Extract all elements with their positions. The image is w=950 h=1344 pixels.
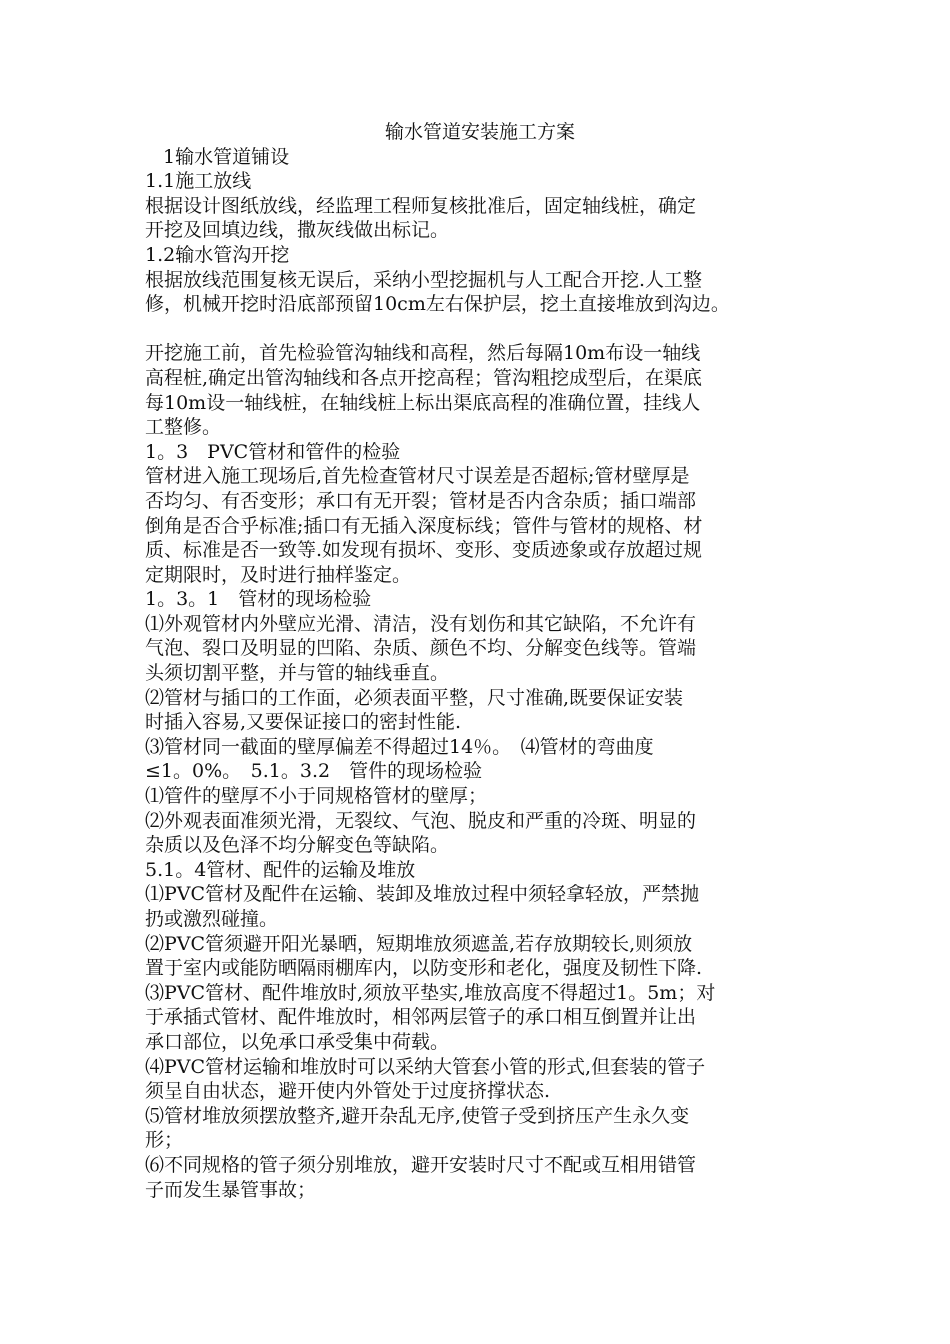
- text-line: 根据设计图纸放线，经监理工程师复核批准后，固定轴线桩，确定: [145, 194, 697, 217]
- subsection-heading-1-3-1: 1。3。1 管材的现场检验: [145, 588, 372, 611]
- text-line: 工整修。: [145, 416, 222, 439]
- document-page: [145, 120, 825, 1202]
- text-line: 形；: [145, 1129, 184, 1152]
- blank-line: [145, 317, 825, 342]
- text-line: 于承插式管材、配件堆放时，相邻两层管子的承口相互倒置并让出: [145, 1006, 697, 1029]
- text-line: 须呈自由状态，避开使内外管处于过度挤撑状态.: [145, 1080, 551, 1103]
- text-line: ⑵PVC管须避开阳光暴晒，短期堆放须遮盖,若存放期较长,则须放: [145, 932, 693, 955]
- text-line: 否均匀、有否变形；承口有无开裂；管材是否内含杂质；插口端部: [145, 489, 697, 512]
- text-line: ⑶管材同一截面的壁厚偏差不得超过14％。 ⑷管材的弯曲度: [145, 735, 654, 758]
- subsection-heading-1-3: 1。3 PVC管材和管件的检验: [145, 440, 401, 463]
- text-line: 杂质以及色泽不均分解变色等缺陷。: [145, 834, 450, 857]
- text-line: ⑴外观管材内外壁应光滑、清洁，没有划伤和其它缺陷，不允许有: [145, 612, 697, 635]
- text-line: ⑴管件的壁厚不小于同规格管材的壁厚；: [145, 785, 488, 808]
- text-line: ⑶PVC管材、配件堆放时,须放平垫实,堆放高度不得超过1。5m；对: [145, 981, 716, 1004]
- text-line: 子而发生暴管事故；: [145, 1178, 317, 1201]
- subsection-heading-5-1-4: 5.1。4管材、配件的运输及堆放: [145, 858, 416, 881]
- text-line: 根据放线范围复核无误后，采纳小型挖掘机与人工配合开挖.人工整: [145, 268, 703, 291]
- text-line: ⑹不同规格的管子须分别堆放，避开安装时尺寸不配或互相用错管: [145, 1153, 697, 1176]
- text-line: 质、标准是否一致等.如发现有损坏、变形、变质迹象或存放超过规: [145, 539, 703, 562]
- subsection-heading-1-1: 1.1施工放线: [145, 170, 252, 193]
- text-line: ⑵管材与插口的工作面，必须表面平整，尺寸准确,既要保证安装: [145, 686, 684, 709]
- text-line: ≤1。0%。 5.1。3.2 管件的现场检验: [145, 760, 483, 783]
- section-heading-1: 1输水管道铺设: [163, 145, 290, 168]
- text-line: 头须切割平整，并与管的轴线垂直。: [145, 662, 450, 685]
- text-line: ⑸管材堆放须摆放整齐,避开杂乱无序,使管子受到挤压产生永久变: [145, 1104, 690, 1127]
- text-line: 置于室内或能防晒隔雨棚库内，以防变形和老化，强度及韧性下降.: [145, 957, 703, 980]
- text-line: 开挖及回填边线，撒灰线做出标记。: [145, 219, 450, 242]
- text-line: 时插入容易,又要保证接口的密封性能.: [145, 711, 462, 734]
- document-title: 输水管道安装施工方案: [384, 121, 575, 143]
- text-line: 定期限时，及时进行抽样鉴定。: [145, 563, 412, 586]
- text-line: 扔或激烈碰撞。: [145, 908, 279, 930]
- text-line: ⑵外观表面准须光滑，无裂纹、气泡、脱皮和严重的冷斑、明显的: [145, 809, 697, 832]
- subsection-heading-1-2: 1.2输水管沟开挖: [145, 243, 290, 266]
- text-line: ⑷PVC管材运输和堆放时可以采纳大管套小管的形式,但套装的管子: [145, 1055, 706, 1078]
- text-line: 气泡、裂口及明显的凹陷、杂质、颜色不均、分解变色线等。管端: [145, 637, 697, 660]
- text-line: ⑴PVC管材及配件在运输、装卸及堆放过程中须轻拿轻放，严禁抛: [145, 883, 700, 906]
- text-line: 管材进入施工现场后,首先检查管材尺寸误差是否超标;管材壁厚是: [145, 465, 690, 488]
- text-line: 倒角是否合乎标准;插口有无插入深度标线；管件与管材的规格、材: [145, 514, 703, 537]
- text-line: 每10m设一轴线桩，在轴线桩上标出渠底高程的准确位置，挂线人: [145, 391, 701, 414]
- text-line: 高程桩,确定出管沟轴线和各点开挖高程；管沟粗挖成型后，在渠底: [145, 366, 703, 389]
- text-line: 开挖施工前，首先检验管沟轴线和高程，然后每隔10m布设一轴线: [145, 342, 701, 365]
- text-line: 承口部位，以免承口承受集中荷载。: [145, 1030, 450, 1053]
- text-line: 修，机械开挖时沿底部预留10cm左右保护层，挖土直接堆放到沟边。: [145, 293, 730, 316]
